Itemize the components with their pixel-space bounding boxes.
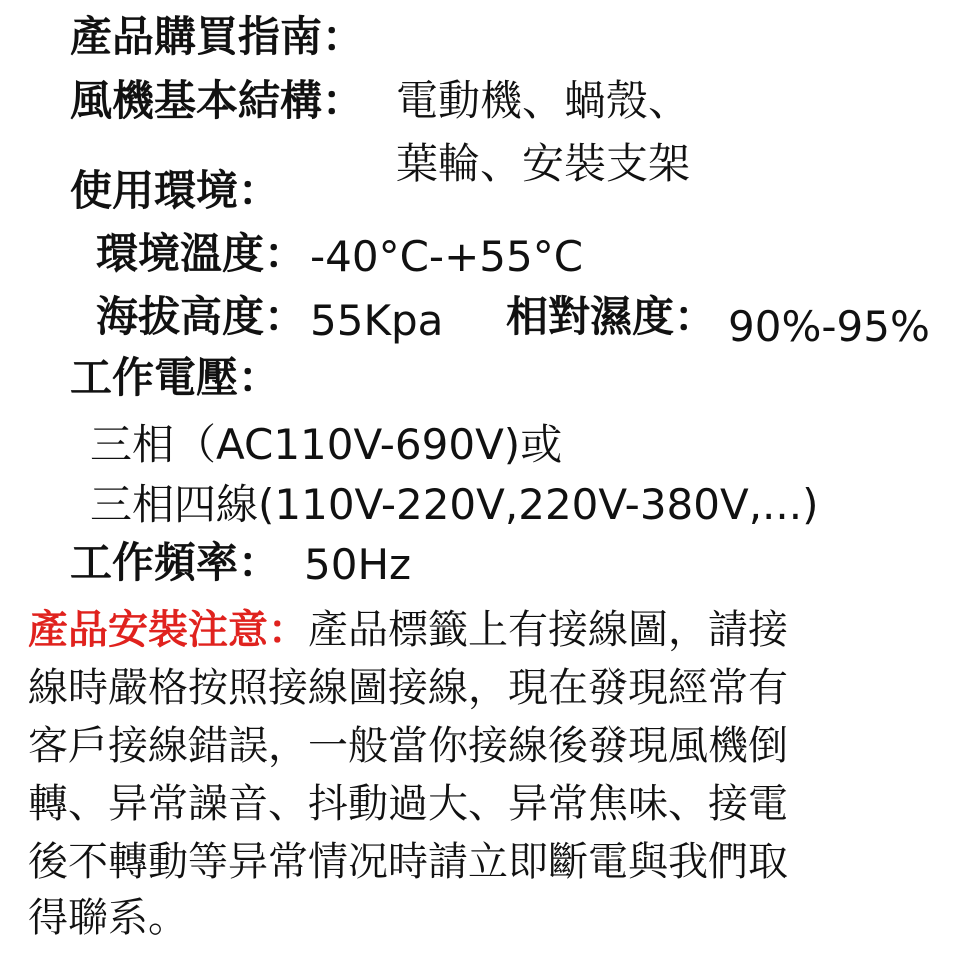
notice-title: 產品安裝注意： bbox=[28, 606, 308, 653]
notice-line-3: 客戶接線錯誤，一般當你接線後發現風機倒 bbox=[28, 723, 788, 769]
temperature-label: 環境溫度： bbox=[96, 229, 307, 278]
notice-text-1: 產品標籤上有接線圖，請接 bbox=[308, 607, 788, 653]
guide-title: 產品購買指南： bbox=[70, 12, 365, 61]
frequency-label: 工作頻率： bbox=[70, 538, 281, 587]
altitude-value: 55Kpa bbox=[310, 296, 444, 345]
notice-line-5: 後不轉動等异常情况時請立即斷電與我們取 bbox=[28, 839, 788, 885]
environment-label: 使用環境： bbox=[70, 166, 281, 215]
voltage-value-line1: 三相（AC110V-690V)或 bbox=[90, 420, 563, 469]
notice-line-4: 轉、异常譟音、抖動過大、异常焦味、接電 bbox=[28, 781, 788, 827]
structure-label: 風機基本結構： bbox=[70, 76, 365, 125]
voltage-label: 工作電壓： bbox=[70, 353, 281, 402]
notice-line-2: 線時嚴格按照接線圖接線，現在發現經常有 bbox=[28, 665, 788, 711]
voltage-value-line2: 三相四線(110V-220V,220V-380V,...) bbox=[90, 480, 819, 529]
structure-value-line2: 葉輪、安裝支架 bbox=[396, 139, 691, 188]
humidity-label: 相對濕度： bbox=[506, 292, 717, 341]
temperature-value: -40°C-+55°C bbox=[310, 232, 584, 281]
notice-line-1 bbox=[28, 606, 938, 653]
notice-line-6: 得聯系。 bbox=[28, 895, 188, 941]
structure-value-line1: 電動機、蝸殼、 bbox=[396, 76, 691, 125]
humidity-value: 90%-95% bbox=[728, 302, 930, 351]
frequency-value: 50Hz bbox=[304, 540, 412, 589]
altitude-label: 海拔高度： bbox=[96, 292, 307, 341]
